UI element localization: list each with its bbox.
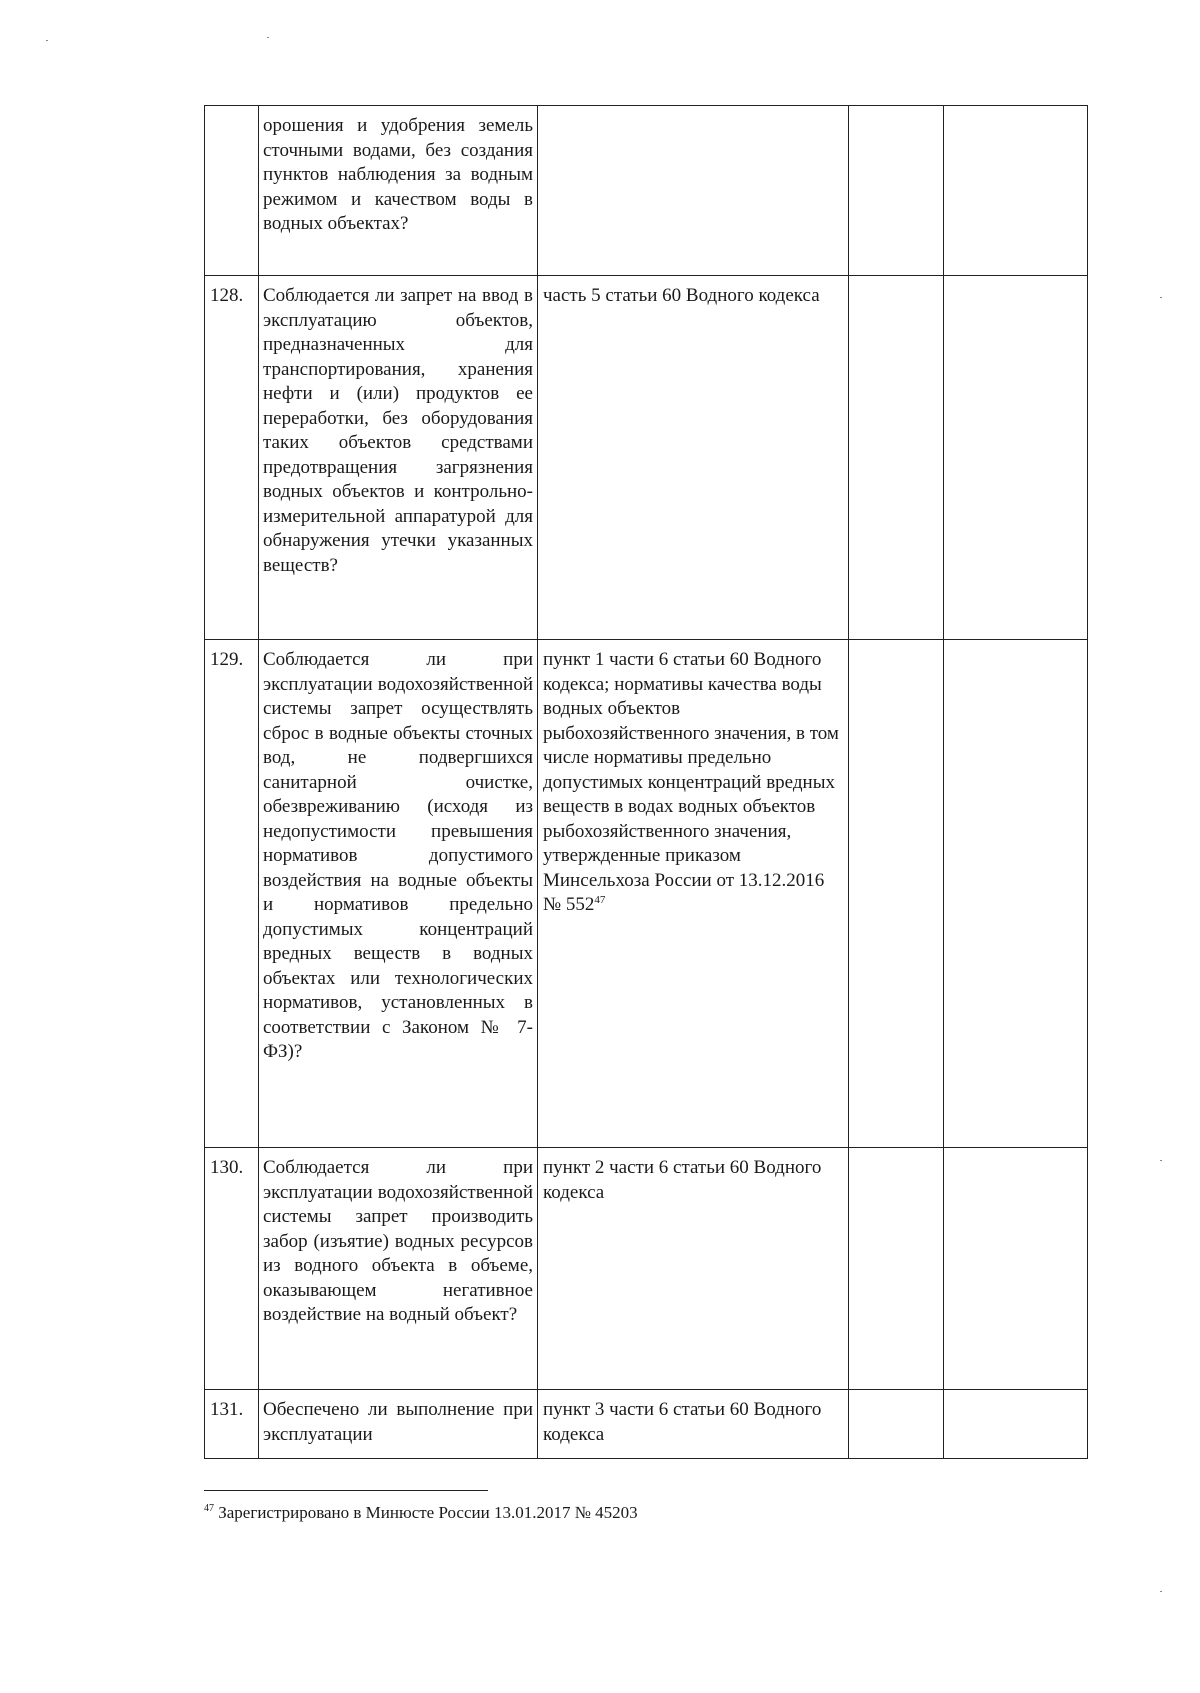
question-text: Обеспечено ли выполнение при эксплуатации [263, 1399, 533, 1445]
reference-cell [538, 276, 849, 640]
table-row [205, 1148, 1088, 1390]
note-cell [944, 106, 1088, 276]
question-cell [259, 106, 538, 276]
footnote-separator [204, 1490, 488, 1491]
answer-cell [849, 1148, 944, 1390]
question-text: орошения и удобрения земель сточными водами, без создания пунктов наблюдения за водным режимом и качеством воды в водных объектах? [263, 115, 533, 234]
question-text: Соблюдается ли при эксплуатации водохозяйственной системы запрет осуществлять сброс в водные объекты сточных вод, не подвергшихся санитарной очистке, обезвреживанию (исходя из недопустимости превышения нормативов допустимого воздействия на водные объекты и нормативов предельно допустимых концентраций вредных веществ в водных объектах или технологических нормативов, установленных в соответствии с Законом № 7-ФЗ)? [263, 649, 533, 1062]
row-number-cell [205, 276, 259, 640]
reference-cell [538, 1390, 849, 1459]
row-number-cell [205, 640, 259, 1148]
row-number: 130. [210, 1157, 244, 1178]
scan-speck [1160, 1160, 1162, 1161]
scan-speck [1160, 297, 1162, 298]
row-number-cell [205, 1390, 259, 1459]
question-cell [259, 1390, 538, 1459]
reference-text: часть 5 статьи 60 Водного кодекса [543, 285, 820, 306]
reference-cell [538, 106, 849, 276]
question-cell [259, 276, 538, 640]
answer-cell [849, 1390, 944, 1459]
footnote-text: Зарегистрировано в Минюсте России 13.01.2017 № 45203 [218, 1503, 638, 1522]
footnote-mark: 47 [594, 894, 606, 906]
footnote-number: 47 [204, 1503, 214, 1514]
note-cell [944, 1390, 1088, 1459]
reference-cell [538, 640, 849, 1148]
row-number: 131. [210, 1399, 244, 1420]
table-row [205, 640, 1088, 1148]
reference-text: пункт 1 части 6 статьи 60 Водного кодекса; нормативы качества воды водных объектов рыбохозяйственного значения, в том числе нормативы предельно допустимых концентраций вредных веществ в водах водных объектов рыбохозяйственного значения, утвержденные приказом Минсельхоза России от 13.12.2016 № 552 [543, 649, 839, 915]
row-number-cell [205, 1148, 259, 1390]
row-number: 128. [210, 285, 244, 306]
note-cell [944, 276, 1088, 640]
table-row [205, 276, 1088, 640]
question-text: Соблюдается ли при эксплуатации водохозяйственной системы запрет производить забор (изъятие) водных ресурсов из водного объекта в объеме, оказывающем негативное воздействие на водный объект? [263, 1157, 533, 1325]
row-number-cell [205, 106, 259, 276]
reference-text: пункт 3 части 6 статьи 60 Водного кодекса [543, 1399, 822, 1445]
row-number: 129. [210, 649, 244, 670]
note-cell [944, 1148, 1088, 1390]
table-row [205, 106, 1088, 276]
question-cell [259, 640, 538, 1148]
scan-speck [267, 37, 269, 38]
reference-cell [538, 1148, 849, 1390]
answer-cell [849, 640, 944, 1148]
question-text: Соблюдается ли запрет на ввод в эксплуатацию объектов, предназначенных для транспортирования, хранения нефти и (или) продуктов ее переработки, без оборудования таких объектов средствами предотвращения загрязнения водных объектов и контрольно-измерительной аппаратурой для обнаружения утечки указанных веществ? [263, 285, 533, 576]
scan-speck [46, 40, 48, 41]
note-cell [944, 640, 1088, 1148]
checklist-table [204, 105, 1088, 1459]
reference-text: пункт 2 части 6 статьи 60 Водного кодекса [543, 1157, 822, 1203]
question-cell [259, 1148, 538, 1390]
table-row [205, 1390, 1088, 1459]
footnote [204, 1502, 638, 1524]
scan-speck [1160, 1591, 1162, 1592]
answer-cell [849, 106, 944, 276]
answer-cell [849, 276, 944, 640]
